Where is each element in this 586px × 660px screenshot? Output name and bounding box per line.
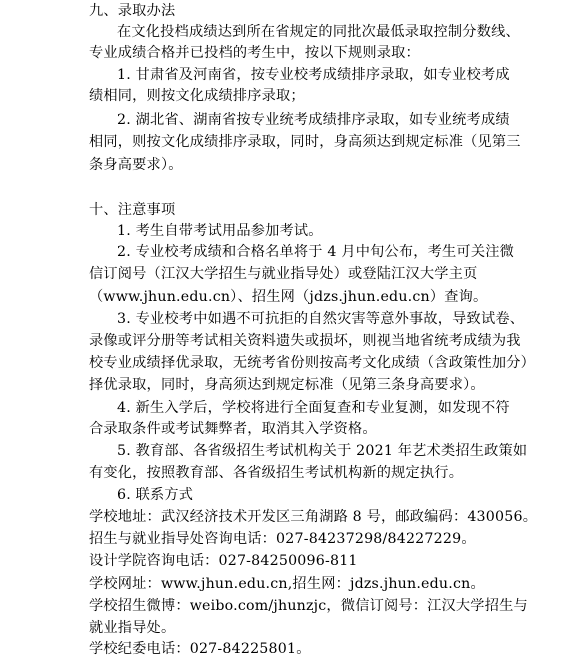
section-10-item-2-line-2: 信订阅号（江汉大学招生与就业指导处）或登陆江汉大学主页	[89, 266, 478, 282]
section-10-item-3-line-4: 择优录取，同时，身高须达到规定标准（见第三条身高要求）。	[89, 377, 485, 393]
section-10-heading: 十、注意事项	[89, 202, 176, 218]
section-10-item-3-line-1: 3. 专业校考中如遇不可抗拒的自然灾害等意外事故，导致试卷、	[117, 311, 525, 327]
section-10-item-2-line-3: （www.jhun.edu.cn）、招生网（jdzs.jhun.edu.cn）查询。	[89, 289, 488, 305]
contact-weibo-wechat-line-2: 就业指导处。	[89, 620, 176, 636]
section-9-heading: 九、录取办法	[89, 3, 176, 19]
section-9-rule-2-line-3: 条身高要求）。	[89, 157, 183, 173]
section-9-rule-1-line-2: 绩相同，则按文化成绩排序录取；	[89, 88, 305, 104]
section-10-item-6-heading: 6. 联系方式	[117, 487, 194, 503]
contact-address: 学校地址：武汉经济技术开发区三角湖路 8 号，邮政编码：430056。	[89, 509, 538, 525]
section-10-item-4-line-2: 合录取条件或考试舞弊者，取消其入学资格。	[89, 421, 377, 437]
section-10-item-2-line-1: 2. 专业校考成绩和合格名单将于 4 月中旬公布，考生可关注微	[117, 244, 514, 260]
section-10-item-3-line-2: 录像或评分册等考试相关资料遗失或损坏，则视当地省统考成绩为我	[89, 333, 521, 349]
section-9-rule-2-line-2: 相同，则按文化成绩排序录取，同时，身高须达到规定标准（见第三	[89, 134, 521, 150]
section-9-intro-line-1: 在文化投档成绩达到所在省规定的同批次最低录取控制分数线、	[117, 24, 520, 40]
section-9-rule-2-line-1: 2. 湖北省、湖南省按专业统考成绩排序录取，如专业统考成绩	[117, 112, 510, 128]
contact-discipline-phone: 学校纪委电话：027-84225801。	[89, 641, 311, 657]
contact-website: 学校网址：www.jhun.edu.cn,招生网：jdzs.jhun.edu.cn。	[89, 576, 485, 592]
contact-weibo-wechat-line-1: 学校招生微博：weibo.com/jhunzjc，微信订阅号：江汉大学招生与	[89, 598, 528, 614]
section-10-item-1: 1. 考生自带考试用品参加考试。	[117, 223, 323, 239]
section-9-rule-1-line-1: 1. 甘肃省及河南省，按专业校考成绩排序录取，如专业校考成	[117, 67, 510, 83]
contact-design-school-phone: 设计学院咨询电话：027-84250096-811	[89, 553, 358, 569]
section-10-item-5-line-2: 有变化，按照教育部、各省级招生考试机构新的规定执行。	[89, 465, 464, 481]
section-10-item-4-line-1: 4. 新生入学后，学校将进行全面复查和专业复测，如发现不符	[117, 400, 510, 416]
section-10-item-3-line-3: 校专业成绩择优录取，无统考省份则按高考文化成绩（含政策性加分）	[89, 355, 536, 371]
section-10-item-5-line-1: 5. 教育部、各省级招生考试机构关于 2021 年艺术类招生政策如	[117, 443, 528, 459]
section-9-intro-line-2: 专业成绩合格并已投档的考生中，按以下规则录取：	[89, 45, 420, 61]
contact-admission-phone: 招生与就业指导处咨询电话：027-84237298/84227229。	[89, 531, 476, 547]
